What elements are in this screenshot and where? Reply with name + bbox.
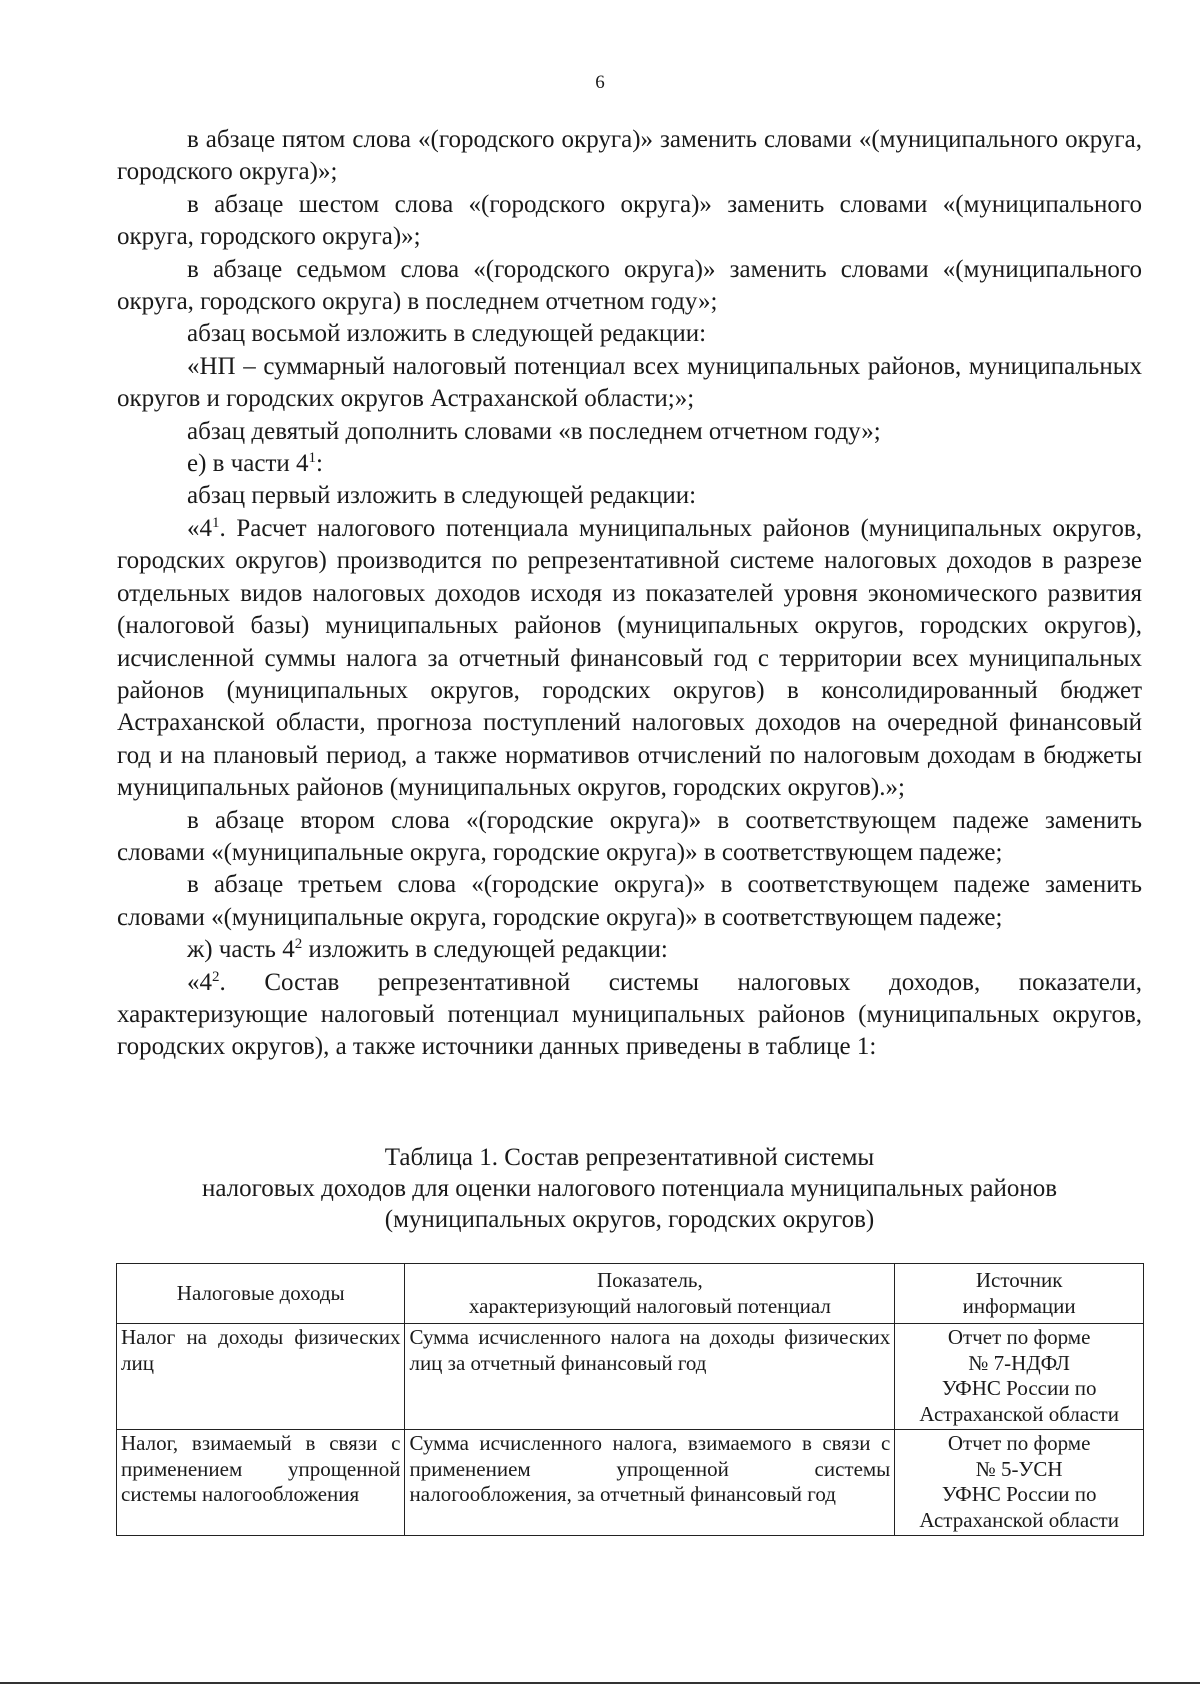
paragraph-para-3-replacement: в абзаце третьем слова «(городские округа)» в соответствующем падеже заменить словами «(муниципальные округа, городские округа)» в соответствующем падеже; bbox=[117, 871, 1142, 931]
item-zh-suffix: изложить в следующей редакции: bbox=[302, 936, 668, 964]
source-line: № 5-УСН bbox=[975, 1456, 1063, 1481]
table-caption-line: налоговых доходов для оценки налогового потенциала муниципальных районов bbox=[201, 1175, 1058, 1202]
item-zh-text: ж) часть 4 bbox=[187, 936, 295, 964]
header-tax-income: Налоговые доходы bbox=[117, 1264, 405, 1324]
table-header-row bbox=[117, 1264, 1144, 1324]
cell-indicator: Сумма исчисленного налога, взимаемого в связи с применением упрощенной системы налогообложения, за отчетный финансовый год bbox=[405, 1430, 895, 1536]
paragraph-4-2-text bbox=[117, 967, 1142, 1064]
paragraph-para-5-replacement: в абзаце пятом слова «(городского округа)» заменить словами «(муниципального округа, городского округа)»; bbox=[117, 126, 1142, 186]
document-body bbox=[117, 124, 1142, 1064]
header-source bbox=[895, 1264, 1144, 1324]
paragraph-item-e bbox=[117, 448, 1142, 480]
header-indicator bbox=[405, 1264, 895, 1324]
superscript: 2 bbox=[212, 968, 220, 985]
source-line: Отчет по форме bbox=[947, 1431, 1091, 1455]
clause-4-1-body: . Расчет налогового потенциала муниципальных районов (муниципальных округов, городских округов) производится по репрезентативной системе налоговых доходов в разрезе отдельных видов налоговых доходов исходя из показателей уровня экономического развития (налоговой базы) муниципальных районов (муниципальных округов, городских округов), исчисленной суммы налога за отчетный финансовый год с территории всех муниципальных районов (муниципальных округов, городских округов) в консолидированный бюджет Астраханской области, прогноза поступлений налоговых доходов на очередной финансовый год и на плановый период, а также нормативов отчислений по налоговым доходам в бюджеты муниципальных районов (муниципальных округов, городских округов).»; bbox=[117, 514, 1142, 802]
superscript: 1 bbox=[308, 450, 317, 467]
cell-source bbox=[895, 1430, 1144, 1536]
paragraph-item-zh bbox=[117, 934, 1142, 966]
table-caption bbox=[117, 1142, 1142, 1235]
tax-revenue-table bbox=[116, 1263, 1144, 1536]
page-bottom-rule bbox=[0, 1682, 1200, 1684]
cell-tax-income: Налог, взимаемый в связи с применением упрощенной системы налогообложения bbox=[117, 1430, 405, 1536]
cell-indicator: Сумма исчисленного налога на доходы физических лиц за отчетный финансовый год bbox=[405, 1324, 895, 1430]
cell-tax-income: Налог на доходы физических лиц bbox=[117, 1324, 405, 1430]
superscript: 2 bbox=[294, 936, 303, 953]
header-source-line: Источник bbox=[975, 1268, 1063, 1292]
header-indicator-line: характеризующий налоговый потенциал bbox=[468, 1293, 831, 1318]
item-e-text: е) в части 4 bbox=[187, 450, 309, 478]
clause-4-2-prefix: «4 bbox=[187, 968, 212, 996]
paragraph-para-1-intro: абзац первый изложить в следующей редакции: bbox=[187, 482, 697, 510]
paragraph-para-8-intro: абзац восьмой изложить в следующей редакции: bbox=[187, 320, 707, 348]
paragraph-4-1-text bbox=[117, 513, 1142, 805]
page-number: 6 bbox=[595, 72, 605, 93]
source-line: Астраханской области bbox=[919, 1507, 1119, 1532]
table-row bbox=[117, 1430, 1144, 1536]
source-line: № 7-НДФЛ bbox=[968, 1350, 1070, 1375]
header-source-line: информации bbox=[962, 1293, 1076, 1318]
paragraph-np-definition: «НП – суммарный налоговый потенциал всех муниципальных районов, муниципальных округов и городских округов Астраханской области;»; bbox=[117, 352, 1142, 413]
table-caption-line: (муниципальных округов, городских округов) bbox=[384, 1206, 875, 1233]
table-caption-line: Таблица 1. Состав репрезентативной системы bbox=[384, 1144, 875, 1171]
paragraph-para-9-addition: абзац девятый дополнить словами «в последнем отчетном году»; bbox=[187, 417, 881, 445]
paragraph-para-6-replacement: в абзаце шестом слова «(городского округа)» заменить словами «(муниципального округа, городского округа)»; bbox=[117, 190, 1142, 251]
source-line: УФНС России по bbox=[941, 1376, 1097, 1400]
clause-4-2-body: . Состав репрезентативной системы налоговых доходов, показатели, характеризующие налоговый потенциал муниципальных районов (муниципальных округов, городских округов), а также источники данных приведены в таблице 1: bbox=[117, 968, 1142, 1061]
cell-source bbox=[895, 1324, 1144, 1430]
clause-4-1-prefix: «4 bbox=[187, 514, 212, 542]
source-line: Астраханской области bbox=[919, 1401, 1119, 1426]
paragraph-para-7-replacement: в абзаце седьмом слова «(городского округа)» заменить словами «(муниципального округа, городского округа) в последнем отчетном году»; bbox=[117, 255, 1142, 316]
superscript: 1 bbox=[212, 514, 220, 531]
header-indicator-line: Показатель, bbox=[597, 1268, 703, 1292]
source-line: УФНС России по bbox=[941, 1482, 1097, 1506]
source-line: Отчет по форме bbox=[947, 1325, 1091, 1349]
paragraph-para-2-replacement: в абзаце втором слова «(городские округа)» в соответствующем падеже заменить словами «(муниципальные округа, городские округа)» в соответствующем падеже; bbox=[117, 806, 1142, 866]
table-row bbox=[117, 1324, 1144, 1430]
item-e-suffix: : bbox=[316, 450, 323, 478]
